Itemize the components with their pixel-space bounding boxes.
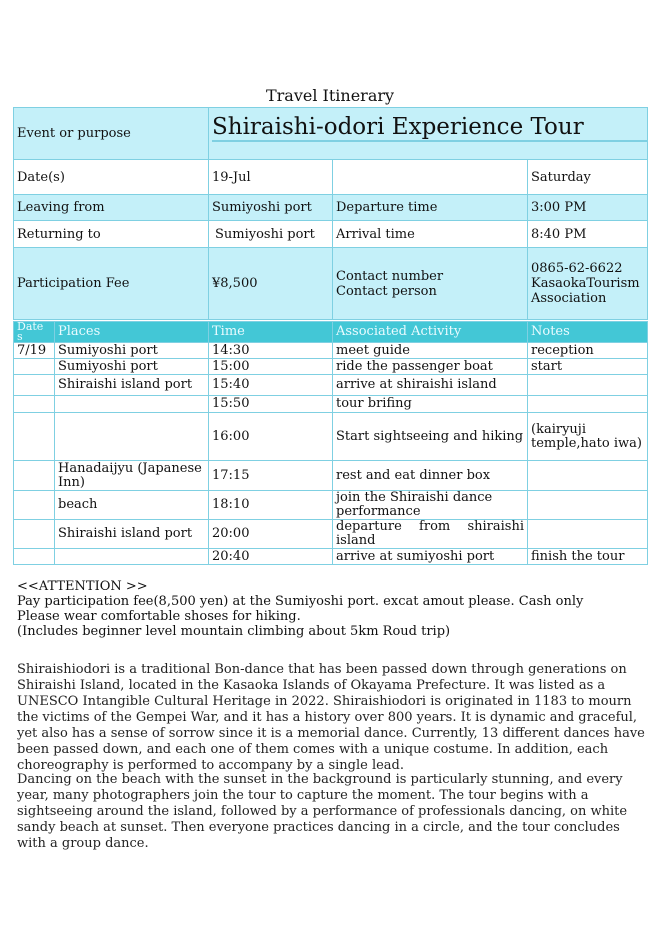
arrival-label: Arrival time	[333, 221, 528, 248]
row-place: Sumiyoshi port	[55, 343, 209, 359]
contact-number-label: Contact number	[336, 268, 444, 284]
fee-row	[14, 248, 648, 320]
date-empty-cell	[333, 160, 528, 195]
row-notes	[528, 461, 648, 491]
event-title: Shiraishi-odori Experience Tour	[212, 108, 647, 142]
row-date	[14, 520, 55, 549]
arrival-value: 8:40 PM	[528, 221, 648, 248]
fee-label: Participation Fee	[14, 248, 209, 320]
header-activity: Associated Activity	[333, 322, 528, 343]
attention-section	[17, 579, 647, 639]
row-time: 15:40	[209, 375, 333, 396]
row-time: 15:50	[209, 396, 333, 413]
date-label: Date(s)	[14, 160, 209, 195]
row-notes: start	[528, 359, 648, 375]
contact-number-value: 0865-62-6622	[531, 261, 623, 276]
row-time: 16:00	[209, 413, 333, 461]
description-paragraph-2	[17, 772, 647, 852]
schedule-header-row	[14, 322, 648, 343]
leaving-row	[14, 195, 648, 221]
row-place	[55, 413, 209, 461]
row-notes: finish the tour	[528, 549, 648, 565]
header-places: Places	[55, 322, 209, 343]
table-row	[14, 491, 648, 520]
row-date	[14, 359, 55, 375]
row-activity: arrive at sumiyoshi port	[333, 549, 528, 565]
event-row	[14, 108, 648, 160]
table-row	[14, 343, 648, 359]
row-date	[14, 549, 55, 565]
row-notes: (kairyuji temple,hato iwa)	[528, 413, 648, 461]
row-notes	[528, 396, 648, 413]
row-place	[55, 549, 209, 565]
header-time: Time	[209, 322, 333, 343]
tour-info-table	[13, 107, 648, 320]
row-notes: reception	[528, 343, 648, 359]
row-activity: arrive at shiraishi island	[333, 375, 528, 396]
row-activity: departure from shiraishi island	[333, 520, 528, 549]
paragraph-text: Shiraishiodori is a traditional Bon-dance that has been passed down through generations on Shiraishi Island, located in the Kasaoka Islands of Okayama Prefecture. It was listed as a UNESCO Intangible Cultural Heritage in 2022. Shiraishiodori is originated in 1183 to mourn the victims of the Gempei War, and it has a history over 800 years. It is dynamic and graceful, yet also has a sense of sorrow since it is a memorial dance. Currently, 13 different dances have been passed down, and each one of them comes with a unique costume. In addition, each choreography is performed to accompany by a single lead.	[17, 662, 645, 773]
document-title: Travel Itinerary	[265, 86, 395, 105]
row-place: beach	[55, 491, 209, 520]
contact-labels	[333, 248, 528, 320]
table-row	[14, 549, 648, 565]
attention-line-2: Please wear comfortable shoses for hiking.	[17, 609, 301, 624]
row-place: Shiraishi island port	[55, 520, 209, 549]
row-place: Sumiyoshi port	[55, 359, 209, 375]
row-time: 17:15	[209, 461, 333, 491]
row-notes	[528, 491, 648, 520]
table-row	[14, 520, 648, 549]
header-dates: Dates	[14, 322, 55, 343]
returning-value: Sumiyoshi port	[209, 221, 333, 248]
contact-person-value: KasaokaTourism Association	[531, 276, 640, 306]
date-value: 19-Jul	[209, 160, 333, 195]
event-value-cell	[209, 108, 648, 160]
leaving-value: Sumiyoshi port	[209, 195, 333, 221]
table-row	[14, 375, 648, 396]
row-place: Hanadaijyu (Japanese Inn)	[55, 461, 209, 491]
contact-person-label: Contact person	[336, 283, 437, 299]
row-date	[14, 375, 55, 396]
fee-value: ¥8,500	[209, 248, 333, 320]
row-notes	[528, 375, 648, 396]
description-paragraph-1	[17, 662, 647, 774]
row-activity: Start sightseeing and hiking	[333, 413, 528, 461]
row-activity: tour brifing	[333, 396, 528, 413]
attention-line-1: Pay participation fee(8,500 yen) at the Sumiyoshi port. excat amout please. Cash only	[17, 594, 584, 609]
row-date	[14, 461, 55, 491]
header-notes: Notes	[528, 322, 648, 343]
attention-line-3: (Includes beginner level mountain climbing about 5km Roud trip)	[17, 624, 451, 639]
table-row	[14, 461, 648, 491]
contact-values	[528, 248, 648, 320]
row-place	[55, 396, 209, 413]
row-notes	[528, 520, 648, 549]
row-activity: rest and eat dinner box	[333, 461, 528, 491]
row-date: 7/19	[14, 343, 55, 359]
row-time: 15:00	[209, 359, 333, 375]
table-row	[14, 413, 648, 461]
date-row	[14, 160, 648, 195]
paragraph-text: Dancing on the beach with the sunset in the background is particularly stunning, and every year, many photographers join the tour to capture the moment. The tour begins with a sightseeing around the island, followed by a performance of professionals dancing, on white sandy beach at sunset. Then everyone practices dancing in a circle, and the tour concludes with a group dance.	[17, 772, 628, 851]
row-date	[14, 413, 55, 461]
row-time: 14:30	[209, 343, 333, 359]
row-place: Shiraishi island port	[55, 375, 209, 396]
returning-row	[14, 221, 648, 248]
departure-value: 3:00 PM	[528, 195, 648, 221]
event-label: Event or purpose	[14, 108, 209, 160]
row-time: 18:10	[209, 491, 333, 520]
row-activity: meet guide	[333, 343, 528, 359]
row-date	[14, 396, 55, 413]
row-activity: ride the passenger boat	[333, 359, 528, 375]
day-value: Saturday	[528, 160, 648, 195]
row-activity: join the Shiraishi dance performance	[333, 491, 528, 520]
departure-label: Departure time	[333, 195, 528, 221]
schedule-table	[13, 321, 648, 565]
row-date	[14, 491, 55, 520]
attention-heading: <<ATTENTION >>	[17, 579, 148, 594]
row-time: 20:40	[209, 549, 333, 565]
leaving-label: Leaving from	[14, 195, 209, 221]
row-time: 20:00	[209, 520, 333, 549]
table-row	[14, 396, 648, 413]
returning-label: Returning to	[14, 221, 209, 248]
table-row	[14, 359, 648, 375]
